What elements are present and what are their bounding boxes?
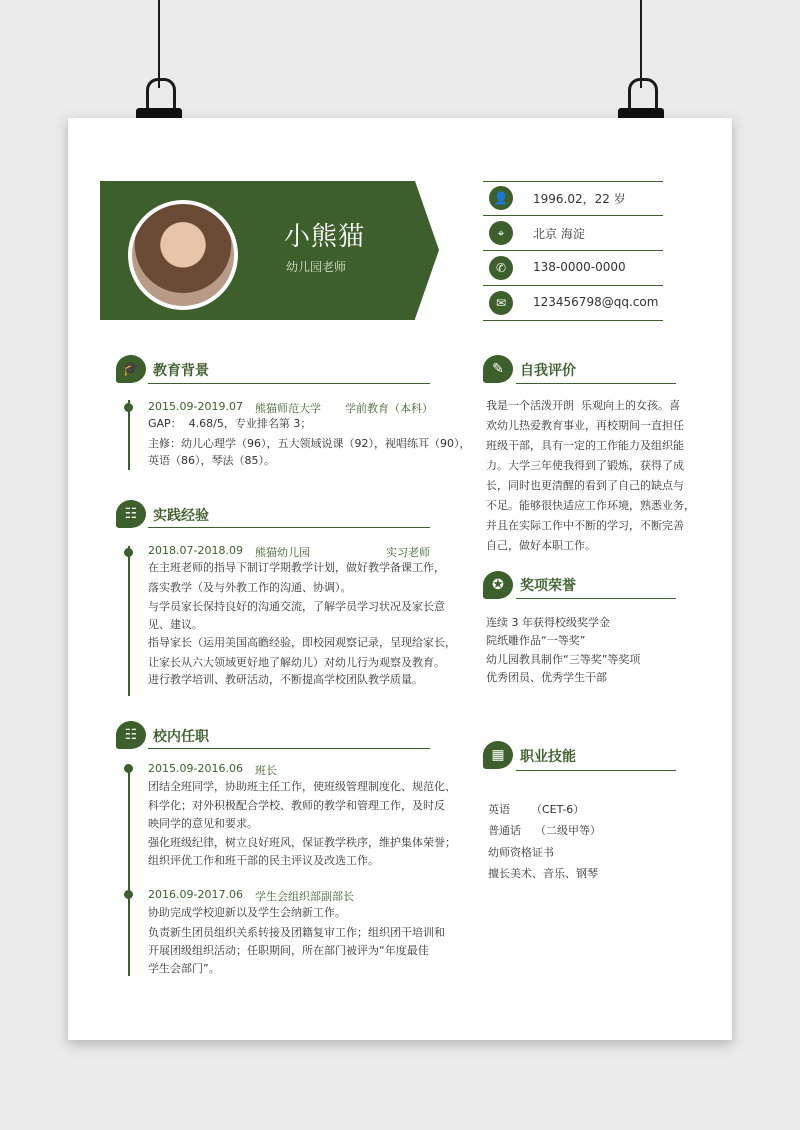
awards-line-4: 优秀团员、优秀学生干部 [486, 671, 607, 684]
education-dot [124, 403, 133, 412]
campus-dot-1 [124, 764, 133, 773]
education-school: 熊猫师范大学 [255, 402, 321, 415]
skills-divider [516, 770, 676, 771]
practice-position: 实习老师 [386, 546, 430, 559]
campus-1-line-3: 映同学的意见和要求。 [148, 817, 258, 830]
practice-divider [148, 527, 430, 528]
practice-dot [124, 548, 133, 557]
education-line-1: GAP： 4.68/5，专业排名第 3； [148, 417, 312, 430]
practice-line-5: 指导家长（运用美国高瞻经验，即校园观察记录，呈现给家长， [148, 636, 456, 649]
skills-line-4: 擅长美术、音乐、钢琴 [488, 867, 598, 880]
practice-title: 实践经验 [153, 508, 209, 524]
self-eval-title: 自我评价 [520, 363, 576, 379]
skills-line-2: 普通话 （二级甲等） [488, 824, 601, 837]
campus-2-line-3: 开展团级组织活动；任职期间，所在部门被评为“年度最佳 [148, 944, 429, 957]
chat-list-icon: ☷ [116, 500, 146, 528]
self-eval-line-4: 力。大学三年使我得到了锻炼，获得了成 [486, 459, 684, 472]
practice-date: 2018.07-2018.09 [148, 544, 243, 557]
contact-birth [483, 181, 663, 216]
practice-line-6: 让家长从六大领域更好地了解幼儿）对幼儿行为观察及教育。 [148, 656, 445, 669]
self-eval-line-6: 不足。能够很快适应工作环境，熟悉业务， [486, 499, 695, 512]
contact-location-text: 北京 海淀 [533, 227, 585, 241]
profile-role: 幼儿园老师 [286, 260, 347, 274]
awards-line-3: 幼儿园教具制作“三等奖”等奖项 [486, 653, 641, 666]
practice-line-1: 在主班老师的指导下制订学期教学计划，做好教学备课工作， [148, 561, 445, 574]
campus-2-date: 2016.09-2017.06 [148, 888, 243, 901]
skills-line-3: 幼师资格证书 [488, 846, 554, 859]
mail-icon: ✉ [489, 291, 513, 315]
contact-email-text: 123456798@qq.com [533, 295, 659, 309]
campus-1-line-2: 科学化；对外积极配合学校、教师的教学和管理工作，及时反 [148, 799, 445, 812]
contact-birth-text: 1996.02，22 岁 [533, 192, 626, 206]
contact-phone-text: 138-0000-0000 [533, 260, 626, 274]
contact-email [483, 286, 663, 321]
medal-icon: ✪ [483, 571, 513, 599]
campus-2-line-1: 协助完成学校迎新以及学生会纳新工作。 [148, 906, 346, 919]
edit-icon: ✎ [483, 355, 513, 383]
campus-2-position: 学生会组织部副部长 [255, 890, 354, 903]
practice-line-4: 见、建议。 [148, 618, 203, 631]
practice-line-3: 与学员家长保持良好的沟通交流，了解学员学习状况及家长意 [148, 600, 445, 613]
campus-1-date: 2015.09-2016.06 [148, 762, 243, 775]
chat-list-icon-2: ☷ [116, 721, 146, 749]
campus-1-line-1: 团结全班同学，协助班主任工作，使班级管理制度化、规范化、 [148, 780, 456, 793]
practice-timeline [128, 546, 130, 696]
awards-divider [516, 598, 676, 599]
contact-phone [483, 251, 663, 286]
education-divider [148, 383, 430, 384]
phone-icon: ✆ [489, 256, 513, 280]
practice-line-7: 进行教学培训、教研活动，不断提高学校团队教学质量。 [148, 673, 423, 686]
location-icon: ⌖ [489, 221, 513, 245]
education-title: 教育背景 [153, 363, 209, 379]
practice-line-2: 落实教学（及与外教工作的沟通、协调）。 [148, 581, 352, 594]
awards-line-2: 院纸雕作品“一等奖” [486, 634, 586, 647]
skills-line-1: 英语 （CET-6） [488, 803, 585, 816]
campus-divider [148, 748, 430, 749]
self-eval-divider [516, 383, 676, 384]
person-icon: 👤 [489, 186, 513, 210]
header-banner-arrow [415, 181, 439, 319]
campus-dot-2 [124, 890, 133, 899]
self-eval-line-8: 自己，做好本职工作。 [486, 539, 596, 552]
education-line-2: 主修：幼儿心理学（96），五大领域说课（92），视唱练耳（90）， [148, 437, 471, 450]
campus-1-position: 班长 [255, 764, 277, 777]
awards-title: 奖项荣誉 [520, 578, 576, 594]
resume-paper [68, 118, 732, 1040]
campus-title: 校内任职 [153, 729, 209, 745]
education-date: 2015.09-2019.07 [148, 400, 243, 413]
self-eval-line-1: 我是一个活泼开朗 乐观向上的女孩。喜 [486, 399, 680, 412]
avatar [128, 200, 238, 310]
self-eval-line-5: 长，同时也更清醒的看到了自己的缺点与 [486, 479, 684, 492]
campus-2-line-4: 学生会部门”。 [148, 962, 220, 975]
self-eval-line-3: 班级干部，具有一定的工作能力及组织能 [486, 439, 684, 452]
campus-timeline [128, 766, 130, 976]
graduation-cap-icon: 🎓 [116, 355, 146, 383]
awards-line-1: 连续 3 年获得校级奖学金 [486, 616, 610, 629]
campus-2-line-2: 负责新生团员组织关系转接及团籍复审工作；组织团干培训和 [148, 926, 445, 939]
self-eval-line-7: 并且在实际工作中不断的学习，不断完善 [486, 519, 684, 532]
self-eval-line-2: 欢幼儿热爱教育事业，再校期间一直担任 [486, 419, 684, 432]
education-line-3: 英语（86），琴法（85）。 [148, 454, 275, 467]
profile-name: 小熊猫 [284, 222, 366, 252]
grid-icon: ▦ [483, 741, 513, 769]
campus-1-line-4: 强化班级纪律，树立良好班风，保证教学秩序，维护集体荣誉； [148, 836, 456, 849]
contact-location [483, 216, 663, 251]
education-major: 学前教育（本科） [345, 402, 433, 415]
campus-1-line-5: 组织评优工作和班干部的民主评议及改选工作。 [148, 854, 379, 867]
practice-org: 熊猫幼儿园 [255, 546, 310, 559]
skills-title: 职业技能 [520, 749, 576, 765]
